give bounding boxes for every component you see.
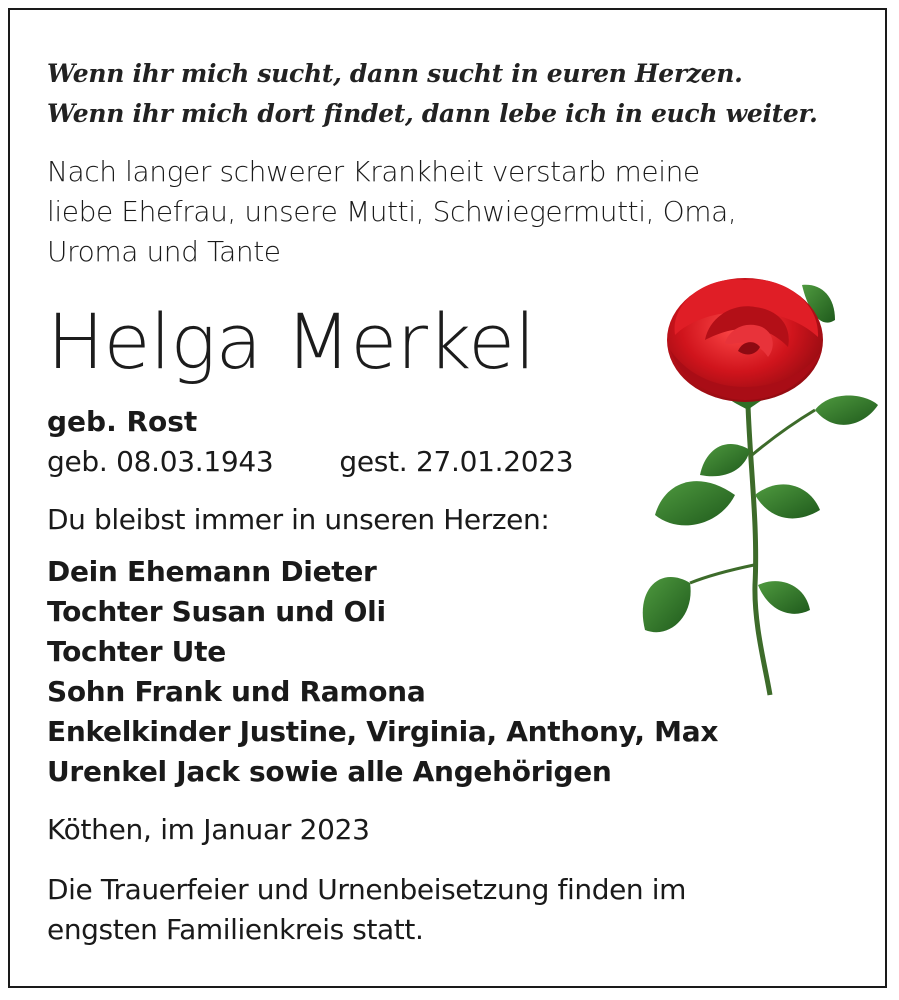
intro-text bbox=[47, 152, 736, 272]
maiden-name: geb. Rost bbox=[47, 405, 198, 438]
quote-line: Wenn ihr mich dort findet, dann lebe ich in euch weiter. bbox=[47, 99, 818, 128]
funeral-line: Die Trauerfeier und Urnenbeisetzung finden im bbox=[47, 873, 687, 906]
quote-line: Wenn ihr mich sucht, dann sucht in euren Herzen. bbox=[47, 59, 743, 88]
life-dates bbox=[47, 442, 573, 482]
family-list bbox=[47, 552, 718, 792]
family-member: Tochter Ute bbox=[47, 635, 226, 668]
funeral-line: engsten Familienkreis statt. bbox=[47, 913, 424, 946]
intro-line: Uroma und Tante bbox=[47, 235, 281, 268]
deceased-name: Helga Merkel bbox=[47, 297, 536, 386]
family-member: Tochter Susan und Oli bbox=[47, 595, 386, 628]
remembrance-line: Du bleibst immer in unseren Herzen: bbox=[47, 503, 550, 536]
intro-line: Nach langer schwerer Krankheit verstarb meine bbox=[47, 155, 700, 188]
memorial-quote bbox=[47, 54, 818, 134]
family-member: Urenkel Jack sowie alle Angehörigen bbox=[47, 755, 612, 788]
intro-line: liebe Ehefrau, unsere Mutti, Schwiegermutti, Oma, bbox=[47, 195, 737, 228]
family-member: Sohn Frank und Ramona bbox=[47, 675, 426, 708]
family-member: Dein Ehemann Dieter bbox=[47, 555, 377, 588]
rose-icon bbox=[630, 265, 885, 700]
place-date: Köthen, im Januar 2023 bbox=[47, 813, 370, 846]
funeral-notice bbox=[47, 870, 686, 950]
death-date: gest. 27.01.2023 bbox=[339, 445, 574, 478]
family-member: Enkelkinder Justine, Virginia, Anthony, Max bbox=[47, 715, 719, 748]
birth-date: geb. 08.03.1943 bbox=[47, 445, 274, 478]
